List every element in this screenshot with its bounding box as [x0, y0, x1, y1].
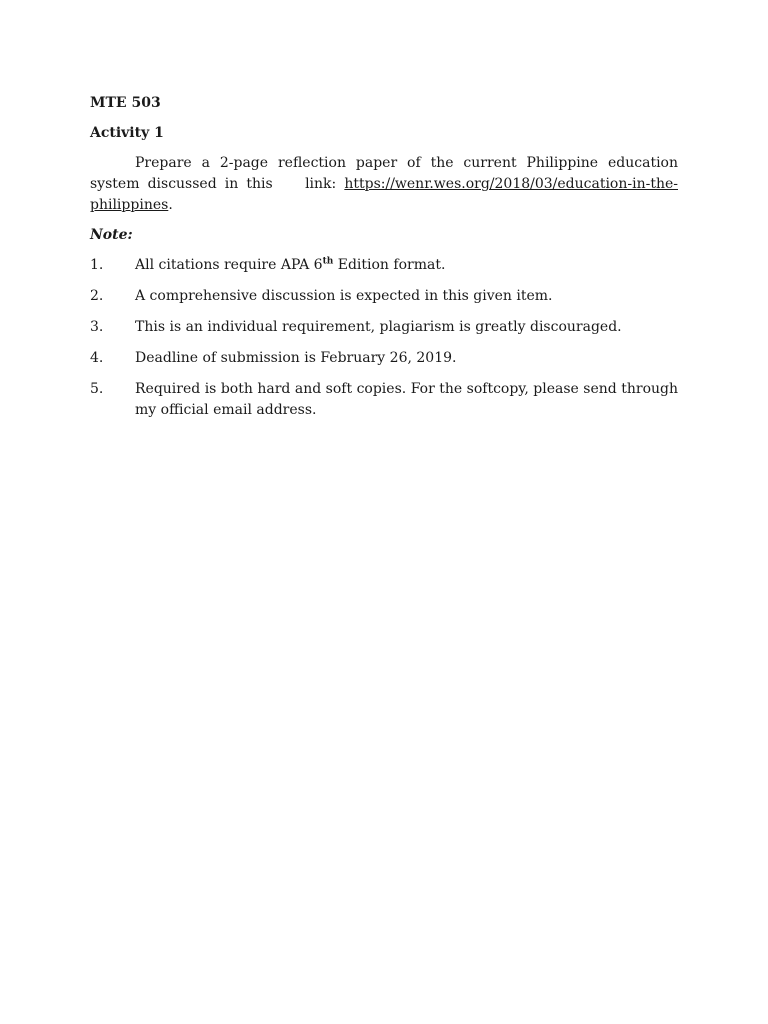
- course-code: MTE 503: [90, 95, 161, 111]
- note-text: Required is both hard and soft copies. For the softcopy, please send through my official email address.: [135, 381, 678, 418]
- note-number: 2.: [90, 288, 104, 304]
- reference-link[interactable]: https://wenr.wes.org/2018/03/education-in-the-philippines: [90, 176, 678, 213]
- note-text-part: Edition format.: [333, 257, 446, 273]
- instructions-paragraph: [90, 153, 678, 216]
- note-number: 3.: [90, 319, 104, 335]
- note-text: [135, 255, 678, 276]
- note-text-part: All citations require APA 6: [135, 257, 323, 273]
- note-text: Deadline of submission is February 26, 2019.: [135, 350, 457, 366]
- note-number: 4.: [90, 350, 104, 366]
- instructions-end: .: [168, 197, 173, 213]
- note-item-2: [90, 286, 678, 307]
- instructions-text: Prepare a 2-page reflection paper of the current Philippine education system discussed in this link:: [90, 155, 678, 192]
- note-item-1: [90, 255, 678, 276]
- activity-title: Activity 1: [90, 125, 164, 141]
- notes-list: [90, 255, 678, 421]
- note-label: Note:: [90, 227, 133, 243]
- note-number: 5.: [90, 381, 104, 397]
- note-item-3: [90, 317, 678, 338]
- note-text: A comprehensive discussion is expected in this given item.: [135, 288, 553, 304]
- note-item-4: [90, 348, 678, 369]
- note-text: This is an individual requirement, plagiarism is greatly discouraged.: [135, 319, 622, 335]
- note-number: 1.: [90, 257, 104, 273]
- note-item-5: [90, 379, 678, 421]
- ordinal-superscript: th: [322, 256, 334, 267]
- document-content: [90, 93, 678, 431]
